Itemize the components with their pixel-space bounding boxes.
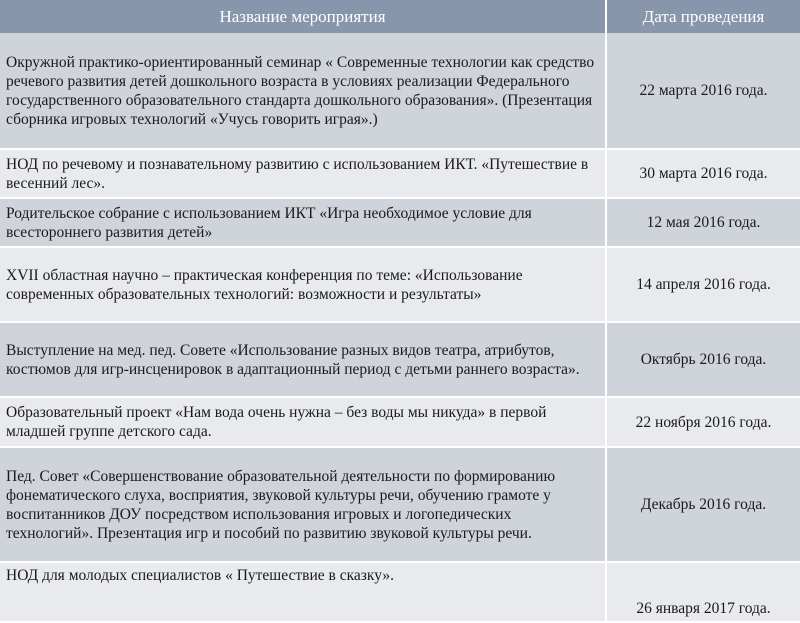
table-row (0, 247, 800, 322)
column-header-event-date: Дата проведения (606, 0, 800, 33)
event-name-cell: НОД по речевому и познавательному развитию с использованием ИКТ. «Путешествие в весенний лес». (0, 149, 606, 198)
table-header-row (0, 0, 800, 33)
event-date-cell: Октябрь 2016 года. (606, 322, 800, 397)
event-name-cell: Образовательный проект «Нам вода очень нужна – без воды мы никуда» в первой младшей группе детского сада. (0, 397, 606, 447)
event-name-cell: Родительское собрание с использованием ИКТ «Игра необходимое условие для всестороннего развития детей» (0, 198, 606, 247)
event-date-cell: Декабрь 2016 года. (606, 447, 800, 562)
table-row (0, 198, 800, 247)
event-date-cell: 14 апреля 2016 года. (606, 247, 800, 322)
table-row (0, 322, 800, 397)
event-date-cell: 26 января 2017 года. (606, 562, 800, 622)
event-date-cell: 22 ноября 2016 года. (606, 397, 800, 447)
event-name-cell: Окружной практико-ориентированный семинар « Современные технологии как средство речевого развития детей дошкольного возраста в условиях реализации Федерального государственного образовательного стандарта дошкольного образования». (Презентация сборника игровых технологий «Учусь говорить играя».) (0, 33, 606, 149)
event-name-cell: Пед. Совет «Совершенствование образовательной деятельности по формированию фонематического слуха, восприятия, звуковой культуры речи, обучению грамоте у воспитанников ДОУ посредством использования игровых и логопедических технологий». Презентация игр и пособий по развитию звуковой культуры речи. (0, 447, 606, 562)
table-row (0, 562, 800, 622)
column-header-event-name: Название мероприятия (0, 0, 606, 33)
event-name-cell: НОД для молодых специалистов « Путешествие в сказку». (0, 562, 606, 622)
event-name-cell: Выступление на мед. пед. Совете «Использование разных видов театра, атрибутов, костюмов для игр-инсценировок в адаптационный период с детьми раннего возраста». (0, 322, 606, 397)
event-name-cell: XVII областная научно – практическая конференция по теме: «Использование современных образовательных технологий: возможности и результаты» (0, 247, 606, 322)
table-row (0, 33, 800, 149)
table-row (0, 397, 800, 447)
event-date-cell: 12 мая 2016 года. (606, 198, 800, 247)
event-date-cell: 22 марта 2016 года. (606, 33, 800, 149)
table-row (0, 447, 800, 562)
table-row (0, 149, 800, 198)
event-date-cell: 30 марта 2016 года. (606, 149, 800, 198)
